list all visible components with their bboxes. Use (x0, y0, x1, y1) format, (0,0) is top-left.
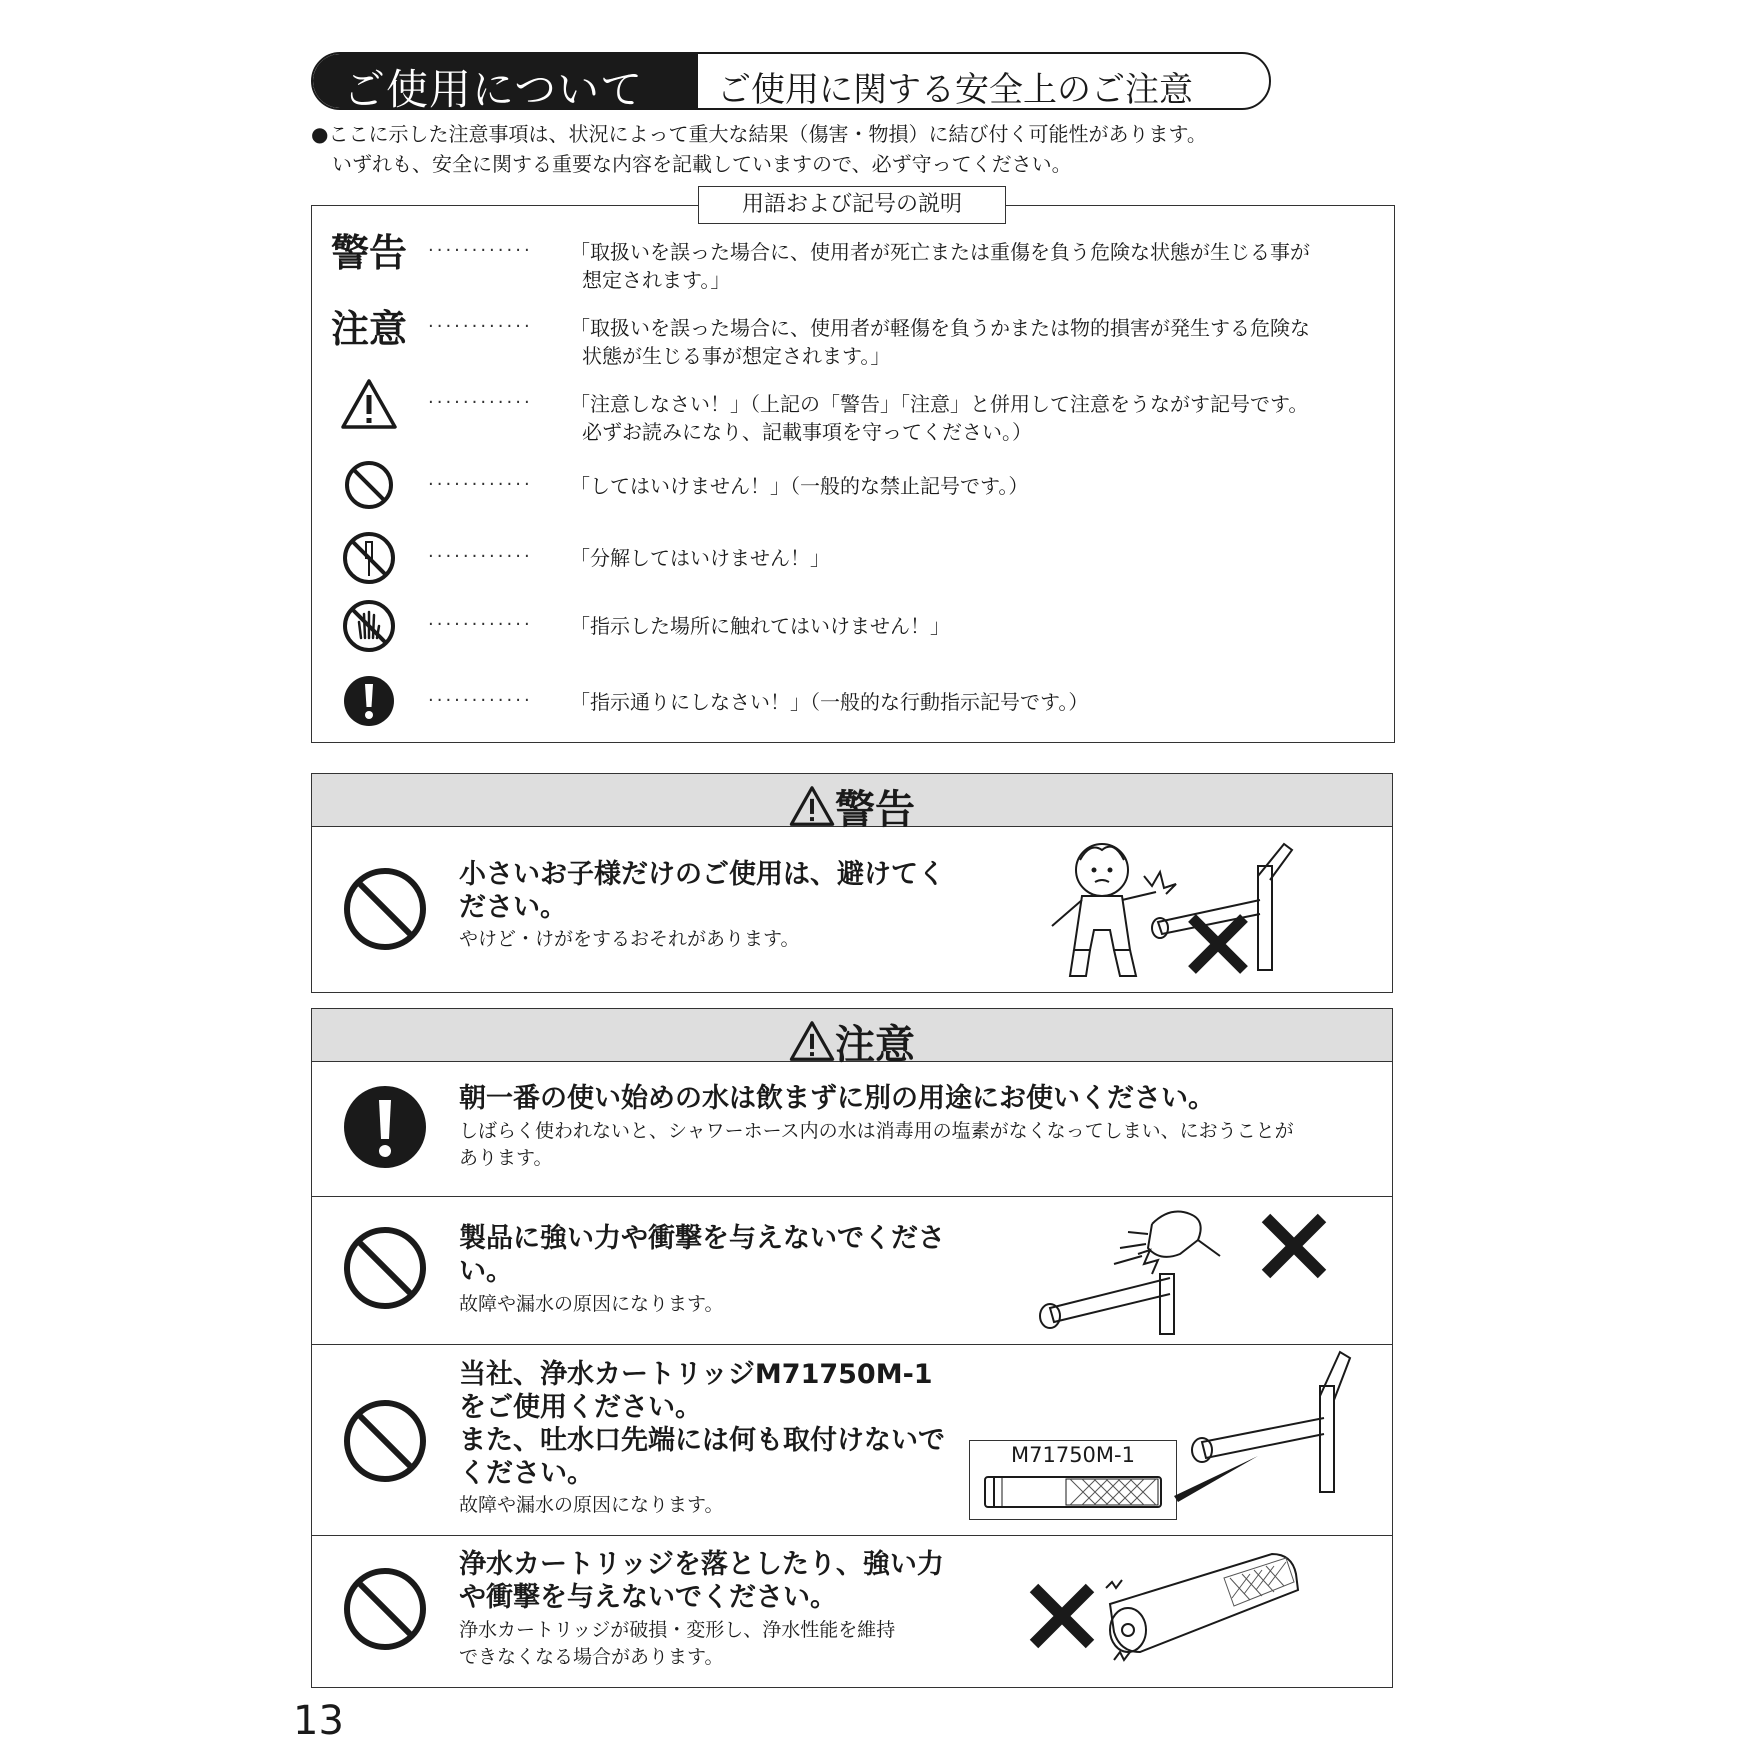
row-divider (311, 1535, 1393, 1536)
warning-heading: 警告 (835, 787, 915, 833)
caution-sub-text: 故障や漏水の原因になります。 (459, 1494, 724, 1516)
caution-main-text: をご使用ください。 (459, 1392, 702, 1423)
prohibition-icon (342, 1225, 428, 1311)
section-header (311, 52, 1271, 110)
warning-main-text: ださい。 (459, 892, 567, 923)
legend-label-caution: 注意 (331, 307, 408, 351)
caution-main-text: 朝一番の使い始めの水は飲まずに別の用途にお使いください。 (459, 1083, 1215, 1114)
dropped-cartridge-illustration (1024, 1548, 1314, 1668)
legend-text: 「分解してはいけません！」 (570, 546, 830, 570)
page-title: ご使用に関する安全上のご注意 (717, 70, 1193, 110)
caution-triangle-icon (789, 1020, 835, 1062)
mandatory-action-icon (342, 674, 396, 728)
caution-sub-text: あります。 (459, 1147, 553, 1169)
caution-header (312, 1009, 1392, 1068)
warning-header (312, 774, 1392, 833)
legend-text: 「指示した場所に触れてはいけません！」 (570, 614, 950, 638)
fist-strike-illustration (1030, 1204, 1350, 1340)
legend-title: 用語および記号の説明 (698, 186, 1006, 224)
leader-dots: ············ (428, 614, 533, 635)
legend-text: 「してはいけません！」（一般的な禁止記号です。） (570, 474, 1029, 498)
legend-label-warning: 警告 (331, 231, 408, 275)
child-faucet-illustration (1040, 830, 1300, 986)
section-tab (313, 54, 698, 108)
caution-sub-text: しばらく使われないと、シャワーホース内の水は消毒用の塩素がなくなってしまい、におうことが (459, 1120, 1294, 1142)
leader-dots: ············ (428, 316, 533, 337)
leader-dots: ············ (428, 474, 533, 495)
row-divider (311, 1196, 1393, 1197)
legend-text: 状態が生じる事が想定されます。」 (582, 344, 891, 368)
mandatory-action-icon (342, 1084, 428, 1170)
caution-main-text: や衝撃を与えないでください。 (459, 1582, 837, 1613)
legend-text: 「取扱いを誤った場合に、使用者が軽傷を負うかまたは物的損害が発生する危険な (570, 316, 1310, 340)
legend-text: 必ずお読みになり、記載事項を守ってください。） (582, 420, 1032, 444)
prohibition-icon (343, 459, 395, 511)
warning-sub-text: やけど・けがをするおそれがあります。 (459, 928, 800, 950)
row-divider (311, 1344, 1393, 1345)
legend-text: 「注意しなさい！」（上記の「警告」「注意」と併用して注意をうながす記号です。 (570, 392, 1309, 416)
no-disassembly-icon (341, 530, 397, 586)
cartridge-icon (984, 1473, 1162, 1511)
caution-main-text: また、吐水口先端には何も取付けないで (459, 1425, 945, 1456)
prohibition-icon (342, 1398, 428, 1484)
prohibition-icon (342, 866, 428, 952)
caution-main-text: 浄水カートリッジを落としたり、強い力 (459, 1549, 944, 1580)
leader-dots: ············ (428, 240, 533, 261)
faucet-illustration (1170, 1346, 1356, 1506)
intro-line-2: いずれも、安全に関する重要な内容を記載していますので、必ず守ってください。 (332, 152, 1072, 176)
cartridge-model-label: M71750M-1 (1011, 1443, 1135, 1467)
leader-dots: ············ (428, 392, 533, 413)
legend-text: 「取扱いを誤った場合に、使用者が死亡または重傷を負う危険な状態が生じる事が (570, 240, 1310, 264)
caution-triangle-icon (340, 378, 398, 430)
no-touch-icon (341, 598, 397, 654)
caution-main-text: ください。 (459, 1458, 594, 1489)
section-tab-label: ご使用について (343, 65, 644, 110)
cartridge-callout (969, 1440, 1177, 1520)
page-number: 13 (293, 1698, 344, 1744)
legend-text: 「指示通りにしなさい！」（一般的な行動指示記号です。） (570, 690, 1089, 714)
caution-triangle-icon (789, 785, 835, 827)
legend-text: 想定されます。」 (582, 268, 731, 292)
warning-main-text: 小さいお子様だけのご使用は、避けてく (459, 859, 945, 890)
caution-main-text: い。 (459, 1256, 513, 1287)
caution-main-text: 製品に強い力や衝撃を与えないでくださ (459, 1223, 945, 1254)
caution-sub-text: 故障や漏水の原因になります。 (459, 1293, 724, 1315)
leader-dots: ············ (428, 690, 533, 711)
intro-line-1: ●ここに示した注意事項は、状況によって重大な結果（傷害・物損）に結び付く可能性があります。 (311, 122, 1207, 146)
prohibition-icon (342, 1566, 428, 1652)
caution-main-text: 当社、浄水カートリッジM71750M-1 (459, 1359, 933, 1390)
caution-sub-text: できなくなる場合があります。 (459, 1646, 724, 1668)
caution-heading: 注意 (835, 1022, 915, 1068)
caution-sub-text: 浄水カートリッジが破損・変形し、浄水性能を維持 (459, 1619, 896, 1641)
leader-dots: ············ (428, 546, 533, 567)
